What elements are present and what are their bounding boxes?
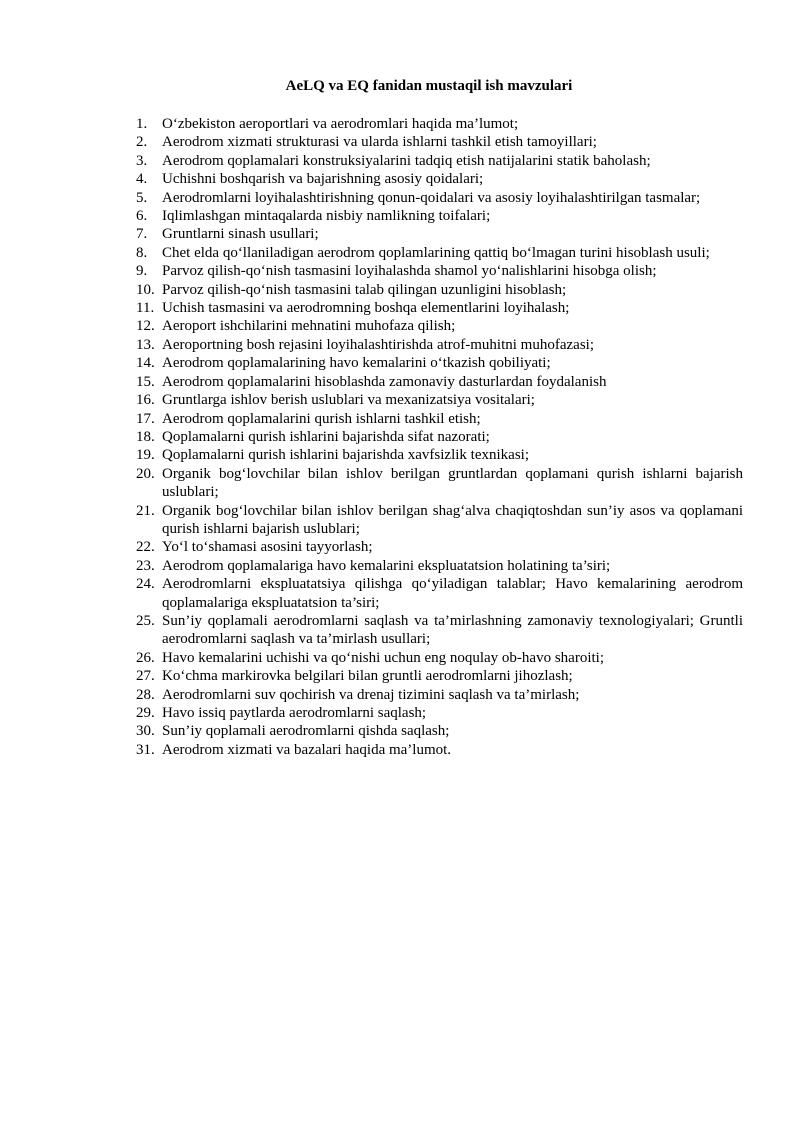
topic-number: 26. [136, 649, 155, 666]
topic-text: Organik bog‘lovchilar bilan ishlov berilgan shag‘alva chaqiqtoshdan sun’iy asos va qoplamani qurish ishlarni bajarish uslublari; [162, 502, 743, 537]
topic-text: Aeroport ishchilarini mehnatini muhofaza qilish; [162, 318, 456, 335]
topic-number: 27. [136, 668, 155, 685]
topic-item [136, 502, 743, 539]
topic-text: Aerodromlarni loyihalashtirishning qonun-qoidalari va asosiy loyihalashtirilgan tasmalar; [162, 189, 701, 206]
topic-number: 18. [136, 428, 155, 445]
topic-text: Iqlimlashgan mintaqalarda nisbiy namlikning toifalari; [162, 208, 491, 225]
topic-number: 7. [136, 226, 148, 243]
topic-item [136, 575, 743, 612]
topic-item [136, 373, 743, 391]
topic-text: Aerodrom qoplamalarini hisoblashda zamonaviy dasturlardan foydalanish [162, 373, 607, 390]
topic-text: Aerodrom qoplamalarining havo kemalarini o‘tkazish qobiliyati; [162, 355, 551, 372]
topic-text: Uchishni boshqarish va bajarishning asosiy qoidalari; [162, 171, 484, 188]
topic-number: 5. [136, 189, 148, 206]
topic-number: 4. [136, 171, 148, 188]
topic-text: Ko‘chma markirovka belgilari bilan gruntli aerodromlarni jihozlash; [162, 668, 573, 685]
topic-text: Uchish tasmasini va aerodromning boshqa elementlarini loyihalash; [162, 300, 570, 317]
topic-item [136, 281, 743, 299]
topic-text: Organik bog‘lovchilar bilan ishlov berilgan gruntlardan qoplamani qurish ishlarni bajarish uslublari; [162, 465, 743, 501]
topic-text: Havo kemalarini uchishi va qo‘nishi uchun eng noqulay ob-havo sharoiti; [162, 649, 604, 666]
topic-item [136, 741, 743, 759]
topic-item [136, 686, 743, 704]
topic-number: 6. [136, 208, 148, 225]
topic-text: Parvoz qilish-qo‘nish tasmasini talab qilingan uzunligini hisoblash; [162, 281, 567, 298]
topic-number: 12. [136, 318, 155, 335]
topic-item [136, 299, 743, 317]
topic-number: 9. [136, 263, 148, 280]
topic-text: Aerodrom qoplamalarini qurish ishlarni tashkil etish; [162, 410, 481, 427]
topic-item [136, 115, 743, 133]
topic-number: 11. [136, 300, 155, 317]
topic-text: Qoplamalarni qurish ishlarini bajarishda sifat nazorati; [162, 428, 490, 445]
topic-item [136, 428, 743, 446]
topic-text: Aerodrom qoplamalariga havo kemalarini ekspluatatsion holatining ta’siri; [162, 557, 611, 574]
topic-item [136, 170, 743, 188]
topic-number: 19. [136, 447, 155, 464]
topic-item [136, 133, 743, 151]
topic-text: Aerodromlarni ekspluatatsiya qilishga qo‘yiladigan talablar; Havo kemalarining aerodrom qoplamalariga ekspluatatsion ta’siri; [162, 576, 743, 611]
topic-item [136, 667, 743, 685]
topic-text: O‘zbekiston aeroportlari va aerodromlari haqida ma’lumot; [162, 116, 519, 132]
topic-text: Gruntlarni sinash usullari; [162, 226, 319, 243]
topic-item [136, 317, 743, 335]
topic-number: 20. [136, 465, 155, 482]
topic-number: 2. [136, 134, 148, 151]
topic-text: Sun’iy qoplamali aerodromlarni qishda saqlash; [162, 723, 450, 740]
topic-list [136, 115, 743, 759]
topic-number: 29. [136, 705, 155, 721]
topic-number: 28. [136, 686, 155, 703]
topic-item [136, 465, 743, 502]
topic-item [136, 244, 743, 262]
topic-item [136, 704, 743, 722]
topic-item [136, 612, 743, 649]
topic-number: 16. [136, 392, 155, 409]
topic-number: 22. [136, 539, 155, 556]
topic-item [136, 354, 743, 372]
topic-number: 3. [136, 152, 148, 169]
topic-number: 25. [136, 612, 155, 629]
topic-number: 13. [136, 336, 155, 353]
document-title: AeLQ va EQ fanidan mustaqil ish mavzulari [285, 78, 573, 94]
topic-item [136, 225, 743, 243]
topic-text: Aeroportning bosh rejasini loyihalashtirishda atrof-muhitni muhofazasi; [162, 336, 594, 353]
topic-text: Aerodrom qoplamalari konstruksiyalarini tadqiq etish natijalarini statik baholash; [162, 152, 651, 169]
topic-text: Havo issiq paytlarda aerodromlarni saqlash; [162, 705, 427, 721]
topic-text: Parvoz qilish-qo‘nish tasmasini loyihalashda shamol yo‘nalishlarini hisobga olish; [162, 263, 657, 280]
topic-number: 1. [136, 116, 148, 132]
topic-number: 14. [136, 355, 155, 372]
topic-item [136, 722, 743, 740]
topic-item [136, 262, 743, 280]
topic-item [136, 152, 743, 170]
topic-text: Chet elda qo‘llaniladigan aerodrom qoplamlarining qattiq bo‘lmagan turini hisoblash usuli; [162, 244, 710, 261]
topic-item [136, 410, 743, 428]
topic-item [136, 649, 743, 667]
topic-text: Qoplamalarni qurish ishlarini bajarishda xavfsizlik texnikasi; [162, 447, 529, 464]
topic-item [136, 207, 743, 225]
topic-number: 21. [136, 502, 155, 519]
topic-item [136, 446, 743, 464]
topic-number: 15. [136, 373, 155, 390]
topic-number: 30. [136, 723, 155, 740]
topic-number: 31. [136, 741, 155, 758]
topic-item [136, 557, 743, 575]
topic-item [136, 189, 743, 207]
topic-number: 24. [136, 576, 155, 593]
topic-text: Sun’iy qoplamali aerodromlarni saqlash va ta’mirlashning zamonaviy texnologiyalari; Gruntli aerodromlarni saqlash va ta’mirlash usullari; [162, 612, 743, 648]
topic-item [136, 336, 743, 354]
topic-text: Yo‘l to‘shamasi asosini tayyorlash; [162, 539, 373, 556]
topic-number: 17. [136, 410, 155, 427]
topic-text: Gruntlarga ishlov berish uslublari va mexanizatsiya vositalari; [162, 392, 535, 409]
topic-item [136, 538, 743, 556]
topic-text: Aerodrom xizmati strukturasi va ularda ishlarni tashkil etish tamoyillari; [162, 134, 597, 151]
topic-number: 10. [136, 281, 155, 298]
topic-number: 8. [136, 244, 148, 261]
topic-number: 23. [136, 557, 155, 574]
topic-item [136, 391, 743, 409]
topic-text: Aerodromlarni suv qochirish va drenaj tizimini saqlash va ta’mirlash; [162, 686, 580, 703]
topic-text: Aerodrom xizmati va bazalari haqida ma’lumot. [162, 741, 452, 758]
